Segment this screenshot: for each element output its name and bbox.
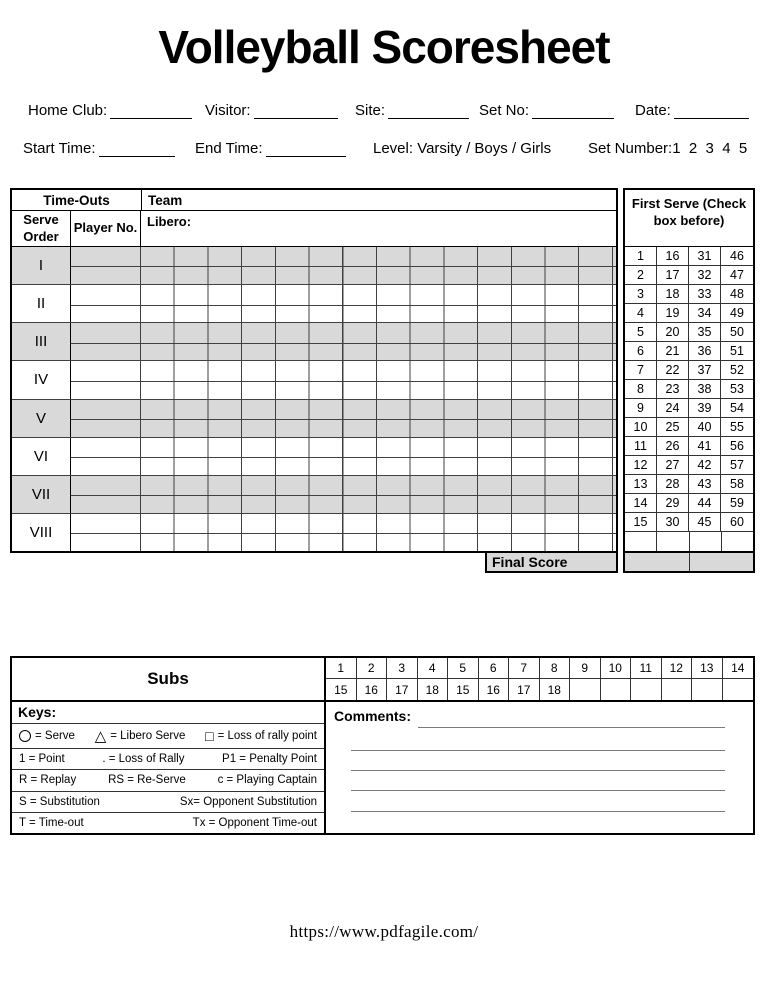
key-serve-label: = Serve bbox=[35, 730, 75, 742]
level-field bbox=[373, 140, 554, 157]
first-serve-checkbox-cell[interactable]: 1 bbox=[625, 247, 657, 266]
key-serve bbox=[19, 730, 75, 742]
first-serve-checkbox-cell[interactable]: 42 bbox=[689, 456, 721, 475]
first-serve-checkbox-cell[interactable]: 53 bbox=[721, 380, 753, 399]
serve-order-numeral: V bbox=[12, 400, 71, 437]
score-subrow-2 bbox=[71, 534, 616, 551]
date-input-line[interactable] bbox=[674, 104, 749, 119]
score-subrow-1 bbox=[71, 400, 616, 420]
home-club-label: Home Club: bbox=[28, 102, 108, 119]
site-label: Site: bbox=[355, 102, 386, 119]
player-no-cell[interactable] bbox=[71, 382, 141, 399]
set-no-field bbox=[479, 102, 614, 119]
first-serve-checkbox-cell[interactable]: 50 bbox=[721, 323, 753, 342]
site-input-line[interactable] bbox=[388, 104, 469, 119]
first-serve-checkbox-cell[interactable]: 12 bbox=[625, 456, 657, 475]
player-no-cell[interactable] bbox=[71, 476, 141, 495]
serve-order-row-cells bbox=[71, 323, 616, 360]
first-serve-table bbox=[623, 188, 755, 573]
first-serve-empty-cell[interactable] bbox=[690, 532, 722, 551]
serve-order-numeral: II bbox=[12, 285, 71, 322]
subs-cell[interactable] bbox=[723, 679, 754, 700]
first-serve-checkbox-cell[interactable]: 18 bbox=[657, 285, 689, 304]
first-serve-checkbox-cell[interactable]: 14 bbox=[625, 494, 657, 513]
set-number-field bbox=[588, 140, 750, 157]
score-subrow-2 bbox=[71, 344, 616, 361]
subs-cell[interactable]: 18 bbox=[418, 679, 449, 700]
loss-rally-square-icon: □ bbox=[205, 728, 214, 744]
score-subrow-2 bbox=[71, 306, 616, 323]
final-score-cells-row bbox=[625, 551, 753, 571]
start-time-field bbox=[23, 140, 175, 157]
date-label: Date: bbox=[635, 102, 671, 119]
score-grid-cells[interactable] bbox=[141, 496, 616, 513]
player-no-cell[interactable] bbox=[71, 267, 141, 284]
subs-cell[interactable]: 4 bbox=[418, 658, 449, 679]
key-opponent-time-out: Tx = Opponent Time-out bbox=[192, 816, 317, 829]
first-serve-checkbox-cell[interactable]: 5 bbox=[625, 323, 657, 342]
score-subrow-1 bbox=[71, 361, 616, 381]
serve-order-numeral: IV bbox=[12, 361, 71, 398]
subs-grid bbox=[326, 658, 753, 700]
date-field bbox=[635, 102, 749, 119]
subs-cell[interactable]: 12 bbox=[662, 658, 693, 679]
serve-order-row bbox=[12, 400, 616, 438]
keys-title: Keys: bbox=[12, 702, 324, 724]
score-grid-cells[interactable] bbox=[141, 420, 616, 437]
subs-cell[interactable] bbox=[662, 679, 693, 700]
subs-cell[interactable]: 14 bbox=[723, 658, 754, 679]
player-no-cell[interactable] bbox=[71, 514, 141, 533]
first-serve-checkbox-cell[interactable]: 55 bbox=[721, 418, 753, 437]
first-serve-checkbox-cell[interactable]: 3 bbox=[625, 285, 657, 304]
first-serve-checkbox-cell[interactable]: 26 bbox=[657, 437, 689, 456]
end-time-input-line[interactable] bbox=[266, 142, 346, 157]
key-playing-captain: c = Playing Captain bbox=[217, 774, 317, 787]
score-grid-cells[interactable] bbox=[141, 458, 616, 475]
subs-cell[interactable]: 7 bbox=[509, 658, 540, 679]
serve-order-row-cells bbox=[71, 514, 616, 551]
first-serve-checkbox-cell[interactable]: 32 bbox=[689, 266, 721, 285]
first-serve-checkbox-cell[interactable]: 2 bbox=[625, 266, 657, 285]
serve-order-row-cells bbox=[71, 361, 616, 398]
first-serve-checkbox-cell[interactable]: 19 bbox=[657, 304, 689, 323]
subs-cell[interactable]: 15 bbox=[448, 679, 479, 700]
subs-cell[interactable]: 9 bbox=[570, 658, 601, 679]
serve-order-numeral: VII bbox=[12, 476, 71, 513]
first-serve-checkbox-cell[interactable]: 37 bbox=[689, 361, 721, 380]
serve-order-row bbox=[12, 323, 616, 361]
keys-row-3 bbox=[12, 770, 324, 791]
first-serve-checkbox-cell[interactable]: 60 bbox=[721, 513, 753, 532]
player-no-cell[interactable] bbox=[71, 438, 141, 457]
subs-cell[interactable] bbox=[601, 679, 632, 700]
keys-row-4 bbox=[12, 792, 324, 813]
subs-cell[interactable]: 8 bbox=[540, 658, 571, 679]
key-opponent-substitution: Sx= Opponent Substitution bbox=[179, 795, 317, 808]
serve-order-numeral: I bbox=[12, 247, 71, 284]
subs-cell[interactable]: 18 bbox=[540, 679, 571, 700]
comments-section bbox=[326, 702, 753, 833]
subs-cell[interactable]: 11 bbox=[631, 658, 662, 679]
score-grid-cells[interactable] bbox=[141, 361, 616, 380]
score-grid-cells[interactable] bbox=[141, 323, 616, 342]
subs-cell[interactable]: 16 bbox=[357, 679, 388, 700]
serve-order-row bbox=[12, 285, 616, 323]
subs-cell[interactable] bbox=[692, 679, 723, 700]
first-serve-checkbox-cell[interactable]: 20 bbox=[657, 323, 689, 342]
subs-cell[interactable]: 1 bbox=[326, 658, 357, 679]
score-subrow-1 bbox=[71, 247, 616, 267]
set-no-input-line[interactable] bbox=[532, 104, 614, 119]
first-serve-checkbox-cell[interactable]: 31 bbox=[689, 247, 721, 266]
score-grid-cells[interactable] bbox=[141, 534, 616, 551]
end-time-label: End Time: bbox=[195, 140, 263, 157]
end-time-field bbox=[195, 140, 346, 157]
final-score-visitor-cell[interactable] bbox=[690, 553, 754, 571]
serve-order-row bbox=[12, 361, 616, 399]
first-serve-checkbox-cell[interactable]: 6 bbox=[625, 342, 657, 361]
subs-cell[interactable]: 6 bbox=[479, 658, 510, 679]
first-serve-checkbox-cell[interactable]: 40 bbox=[689, 418, 721, 437]
first-serve-checkbox-cell[interactable]: 34 bbox=[689, 304, 721, 323]
first-serve-empty-cell[interactable] bbox=[722, 532, 753, 551]
first-serve-empty-cell[interactable] bbox=[625, 532, 657, 551]
key-point: 1 = Point bbox=[19, 753, 65, 766]
score-subrow-2 bbox=[71, 496, 616, 513]
subs-cell[interactable]: 17 bbox=[509, 679, 540, 700]
first-serve-checkbox-cell[interactable]: 15 bbox=[625, 513, 657, 532]
serve-order-row-cells bbox=[71, 285, 616, 322]
final-score-label: Final Score bbox=[492, 554, 568, 570]
score-grid-cells[interactable] bbox=[141, 344, 616, 361]
first-serve-checkbox-cell[interactable]: 43 bbox=[689, 475, 721, 494]
libero-serve-triangle-icon: △ bbox=[94, 727, 107, 745]
first-serve-checkbox-cell[interactable]: 16 bbox=[657, 247, 689, 266]
key-loss-rally-point bbox=[205, 729, 317, 743]
footer-url: https://www.pdfagile.com/ bbox=[289, 922, 479, 941]
score-grid-cells[interactable] bbox=[141, 382, 616, 399]
first-serve-checkbox-cell[interactable]: 23 bbox=[657, 380, 689, 399]
libero-cell[interactable]: Libero: bbox=[147, 214, 192, 229]
score-subrow-2 bbox=[71, 458, 616, 475]
first-serve-checkbox-cell[interactable]: 7 bbox=[625, 361, 657, 380]
subs-cell[interactable]: 5 bbox=[448, 658, 479, 679]
page-title: Volleyball Scoresheet bbox=[158, 21, 610, 73]
player-no-cell[interactable] bbox=[71, 323, 141, 342]
first-serve-checkbox-cell[interactable]: 11 bbox=[625, 437, 657, 456]
first-serve-checkbox-cell[interactable]: 59 bbox=[721, 494, 753, 513]
serve-order-row bbox=[12, 438, 616, 476]
key-penalty-point: P1 = Penalty Point bbox=[222, 753, 317, 766]
subs-cell[interactable] bbox=[570, 679, 601, 700]
score-subrow-2 bbox=[71, 382, 616, 399]
player-no-cell[interactable] bbox=[71, 458, 141, 475]
score-grid-cells[interactable] bbox=[141, 400, 616, 419]
visitor-label: Visitor: bbox=[205, 102, 251, 119]
serve-circle-icon bbox=[19, 730, 31, 742]
first-serve-checkbox-cell[interactable]: 25 bbox=[657, 418, 689, 437]
keys-row-5 bbox=[12, 813, 324, 833]
first-serve-checkbox-cell[interactable]: 29 bbox=[657, 494, 689, 513]
player-no-cell[interactable] bbox=[71, 247, 141, 266]
first-serve-checkbox-cell[interactable]: 10 bbox=[625, 418, 657, 437]
player-no-cell[interactable] bbox=[71, 344, 141, 361]
player-no-cell[interactable] bbox=[71, 361, 141, 380]
home-club-input-line[interactable] bbox=[110, 104, 192, 119]
keys-comments-box bbox=[10, 700, 755, 835]
first-serve-checkbox-cell[interactable]: 35 bbox=[689, 323, 721, 342]
first-serve-checkbox-cell[interactable]: 51 bbox=[721, 342, 753, 361]
team-header: Team bbox=[148, 192, 183, 208]
serve-order-row-cells bbox=[71, 247, 616, 284]
first-serve-checkbox-cell[interactable]: 47 bbox=[721, 266, 753, 285]
score-grid-cells[interactable] bbox=[141, 514, 616, 533]
player-no-cell[interactable] bbox=[71, 306, 141, 323]
first-serve-checkbox-cell[interactable]: 24 bbox=[657, 399, 689, 418]
subs-cell[interactable]: 13 bbox=[692, 658, 723, 679]
final-score-label-cell bbox=[485, 551, 618, 573]
key-loss-of-rally: . = Loss of Rally bbox=[102, 753, 185, 766]
serve-order-row bbox=[12, 514, 616, 551]
subs-table bbox=[10, 656, 755, 702]
time-outs-header: Time-Outs bbox=[12, 190, 142, 210]
subs-cell[interactable]: 10 bbox=[601, 658, 632, 679]
comment-line[interactable] bbox=[351, 770, 725, 771]
subs-cell[interactable]: 2 bbox=[357, 658, 388, 679]
first-serve-header: First Serve (Check box before) bbox=[625, 190, 753, 247]
subs-cell[interactable]: 17 bbox=[387, 679, 418, 700]
first-serve-checkbox-cell[interactable]: 13 bbox=[625, 475, 657, 494]
score-grid-cells[interactable] bbox=[141, 247, 616, 266]
first-serve-checkbox-cell[interactable]: 58 bbox=[721, 475, 753, 494]
score-grid-cells[interactable] bbox=[141, 476, 616, 495]
first-serve-checkbox-cell[interactable]: 38 bbox=[689, 380, 721, 399]
first-serve-checkbox-cell[interactable]: 52 bbox=[721, 361, 753, 380]
player-no-cell[interactable] bbox=[71, 420, 141, 437]
keys-section bbox=[12, 702, 326, 833]
player-no-cell[interactable] bbox=[71, 496, 141, 513]
first-serve-checkbox-cell[interactable]: 45 bbox=[689, 513, 721, 532]
keys-row-symbols bbox=[12, 724, 324, 749]
first-serve-checkbox-cell[interactable]: 17 bbox=[657, 266, 689, 285]
first-serve-checkbox-cell[interactable]: 41 bbox=[689, 437, 721, 456]
score-table-header-row-1 bbox=[12, 190, 616, 211]
key-re-serve: RS = Re-Serve bbox=[108, 774, 186, 787]
subs-cell[interactable]: 16 bbox=[479, 679, 510, 700]
first-serve-checkbox-cell[interactable]: 27 bbox=[657, 456, 689, 475]
first-serve-checkbox-cell[interactable]: 4 bbox=[625, 304, 657, 323]
level-label: Level: Varsity / Boys / Girls bbox=[373, 140, 552, 157]
serve-order-numeral: III bbox=[12, 323, 71, 360]
first-serve-checkbox-cell[interactable]: 36 bbox=[689, 342, 721, 361]
first-serve-checkbox-cell[interactable]: 9 bbox=[625, 399, 657, 418]
first-serve-checkbox-cell[interactable]: 39 bbox=[689, 399, 721, 418]
set-no-label: Set No: bbox=[479, 102, 530, 119]
serve-order-header: Serve Order bbox=[12, 211, 71, 246]
player-no-cell[interactable] bbox=[71, 400, 141, 419]
first-serve-checkbox-cell[interactable]: 21 bbox=[657, 342, 689, 361]
visitor-field bbox=[205, 102, 338, 119]
start-time-label: Start Time: bbox=[23, 140, 96, 157]
score-subrow-1 bbox=[71, 514, 616, 534]
first-serve-checkbox-cell[interactable]: 48 bbox=[721, 285, 753, 304]
score-grid-cells[interactable] bbox=[141, 438, 616, 457]
serve-order-row bbox=[12, 247, 616, 285]
subs-cell[interactable]: 15 bbox=[326, 679, 357, 700]
player-no-header: Player No. bbox=[71, 211, 141, 246]
first-serve-empty-row bbox=[625, 532, 753, 551]
first-serve-checkbox-cell[interactable]: 56 bbox=[721, 437, 753, 456]
first-serve-checkbox-cell[interactable]: 46 bbox=[721, 247, 753, 266]
first-serve-checkbox-cell[interactable]: 28 bbox=[657, 475, 689, 494]
comment-line[interactable] bbox=[351, 811, 725, 812]
key-time-out: T = Time-out bbox=[19, 816, 84, 829]
first-serve-checkbox-cell[interactable]: 8 bbox=[625, 380, 657, 399]
score-table-header-row-2 bbox=[12, 211, 616, 247]
score-subrow-2 bbox=[71, 267, 616, 284]
score-subrow-1 bbox=[71, 285, 616, 305]
first-serve-checkbox-cell[interactable]: 49 bbox=[721, 304, 753, 323]
score-grid-cells[interactable] bbox=[141, 267, 616, 284]
serve-order-row-cells bbox=[71, 400, 616, 437]
key-substitution: S = Substitution bbox=[19, 795, 100, 808]
keys-row-2 bbox=[12, 749, 324, 770]
player-no-cell[interactable] bbox=[71, 534, 141, 551]
first-serve-empty-cell[interactable] bbox=[657, 532, 689, 551]
first-serve-grid bbox=[625, 247, 753, 532]
key-libero-serve-label: = Libero Serve bbox=[110, 730, 186, 742]
score-subrow-1 bbox=[71, 438, 616, 458]
serve-order-numeral: VI bbox=[12, 438, 71, 475]
comment-line[interactable] bbox=[418, 727, 725, 728]
serve-order-row-cells bbox=[71, 476, 616, 513]
start-time-input-line[interactable] bbox=[99, 142, 175, 157]
subs-cell[interactable] bbox=[631, 679, 662, 700]
score-grid-cells[interactable] bbox=[141, 306, 616, 323]
subs-cell[interactable]: 3 bbox=[387, 658, 418, 679]
score-table bbox=[10, 188, 618, 553]
first-serve-checkbox-cell[interactable]: 30 bbox=[657, 513, 689, 532]
score-grid-cells[interactable] bbox=[141, 285, 616, 304]
serve-order-blocks bbox=[12, 247, 616, 551]
comments-title: Comments: bbox=[334, 708, 412, 724]
serve-order-row bbox=[12, 476, 616, 514]
comment-line[interactable] bbox=[351, 790, 725, 791]
home-club-field bbox=[28, 102, 192, 119]
site-field bbox=[355, 102, 469, 119]
first-serve-checkbox-cell[interactable]: 44 bbox=[689, 494, 721, 513]
serve-order-numeral: VIII bbox=[12, 514, 71, 551]
first-serve-checkbox-cell[interactable]: 33 bbox=[689, 285, 721, 304]
score-subrow-2 bbox=[71, 420, 616, 437]
first-serve-checkbox-cell[interactable]: 54 bbox=[721, 399, 753, 418]
score-subrow-1 bbox=[71, 476, 616, 496]
visitor-input-line[interactable] bbox=[254, 104, 338, 119]
comment-line[interactable] bbox=[351, 750, 725, 751]
serve-order-row-cells bbox=[71, 438, 616, 475]
key-libero-serve bbox=[95, 729, 186, 744]
final-score-home-cell[interactable] bbox=[625, 553, 690, 571]
subs-header: Subs bbox=[12, 658, 326, 700]
key-replay: R = Replay bbox=[19, 774, 77, 787]
score-subrow-1 bbox=[71, 323, 616, 343]
first-serve-checkbox-cell[interactable]: 22 bbox=[657, 361, 689, 380]
player-no-cell[interactable] bbox=[71, 285, 141, 304]
set-number-label[interactable]: Set Number:1 2 3 4 5 bbox=[588, 140, 748, 157]
key-loss-rally-point-label: = Loss of rally point bbox=[217, 730, 317, 742]
first-serve-checkbox-cell[interactable]: 57 bbox=[721, 456, 753, 475]
